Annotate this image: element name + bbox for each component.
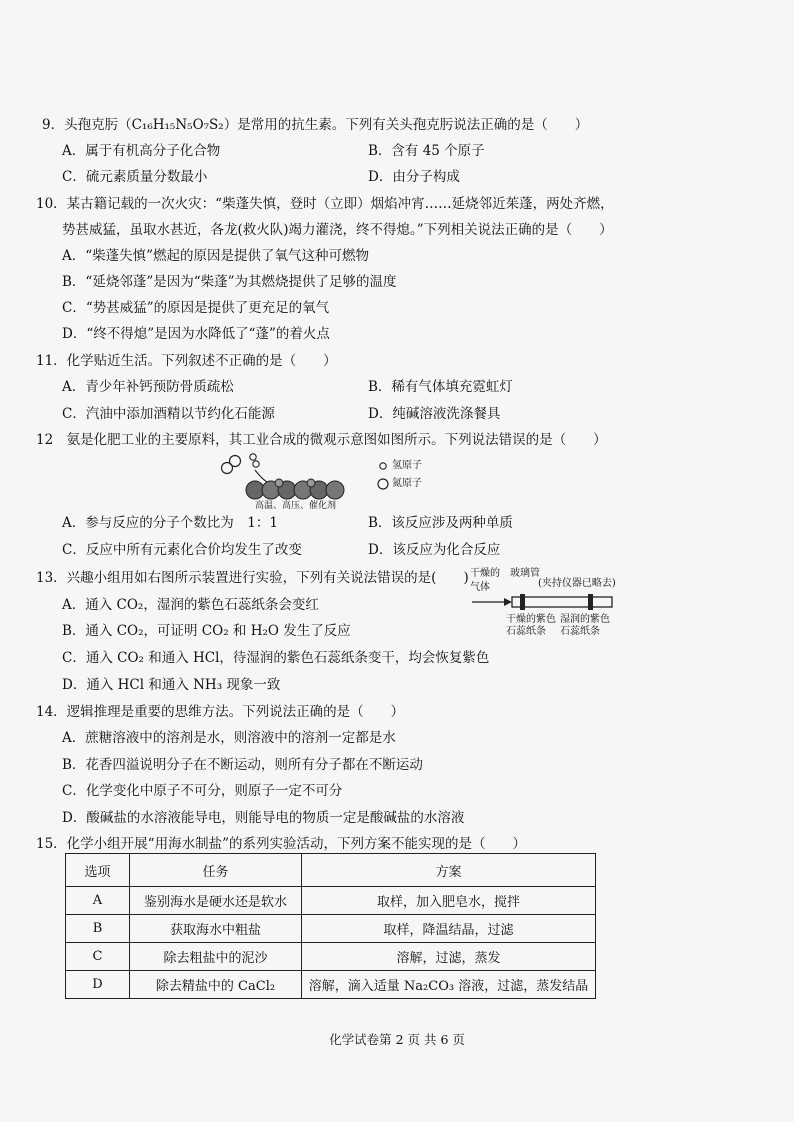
dry-strip-label-line2: 石蕊纸条 [506,626,546,637]
q15-stem: 15．化学小组开展“用海水制盐”的系列实验活动，下列方案不能实现的是（ ） [36,836,526,852]
q14-stem: 14．逻辑推理是重要的思维方法。下列说法正确的是（ ） [36,704,405,720]
legend-n-icon [378,479,388,489]
glass-tube-apparatus [470,588,620,616]
q11-option-d: D．纯碱溶液洗涤餐具 [368,406,501,422]
q13-stem: 13．兴趣小组用如右图所示装置进行实验，下列有关说法错误的是( ) [36,570,469,586]
h-atom [253,461,259,467]
q9-option-d: D．由分子构成 [368,169,460,185]
legend-n-label: 氮原子 [392,478,422,489]
legend-h-icon [380,463,386,469]
table-cell-task: 除去粗盐中的泥沙 [130,943,302,971]
q10-option-a: A．“柴蓬失慎”燃起的原因是提供了氧气这种可燃物 [62,248,370,264]
q14-option-c: C．化学变化中原子不可分，则原子一定不可分 [62,783,343,799]
table-header-option: 选项 [66,854,130,887]
q13-option-d: D．通入 HCl 和通入 NH₃ 现象一致 [62,677,281,693]
q10-stem-line1: 10．某古籍记载的一次火灾：“柴蓬失慎，登时（立即）烟焰冲宵……延烧邻近茱蓬，两处齐燃， [36,196,614,212]
table-row [66,943,596,971]
table-cell-plan: 取样，加入肥皂水，搅拌 [302,887,596,915]
q10-stem-line2: 势甚威猛，虽取水甚近，各龙(救火队)竭力灌浇，终不得熄。”下列相关说法正确的是（ ） [62,222,613,238]
q11-option-b: B．稀有气体填充霓虹灯 [368,379,513,395]
table-cell-task: 除去精盐中的 CaCl₂ [130,971,302,999]
table-row [66,915,596,943]
page-footer: 化学试卷第 2 页 共 6 页 [329,1032,465,1047]
q12-stem: 12 氨是化肥工业的主要原料，其工业合成的微观示意图如图所示。下列说法错误的是（ ） [36,432,607,448]
table-header-plan: 方案 [302,854,596,887]
arrow-icon [255,470,267,482]
q14-option-a: A．蔗糖溶液中的溶剂是水，则溶液中的溶剂一定都是水 [62,730,396,746]
q10-option-b: B．“延烧邻蓬”是因为“柴蓬”为其燃烧提供了足够的温度 [62,274,397,290]
table-header-row [66,854,596,887]
q9-option-b: B．含有 45 个原子 [368,143,485,159]
h2-molecule-atom [230,456,241,467]
table-cell-task: 鉴别海水是硬水还是软水 [130,887,302,915]
q10-option-c: C．“势甚威猛”的原因是提供了更充足的氧气 [62,300,330,316]
q13-option-a: A．通入 CO₂，湿润的紫色石蕊纸条会变红 [62,597,319,613]
legend-h-label: 氢原子 [392,460,422,471]
table-cell-option: B [66,915,130,943]
q12-option-b: B．该反应涉及两种单质 [368,515,513,531]
arrow-icon [504,598,512,606]
gas-label-line2: 气体 [470,582,490,593]
q9-stem: 9．头孢克肟（C₁₆H₁₅N₅O₇S₂）是常用的抗生素。下列有关头孢克肟说法正确的是（ ） [42,117,589,133]
gas-label-line1: 干燥的 [470,568,500,579]
q12-option-a: A．参与反应的分子个数比为 1：1 [62,515,278,531]
glass-tube [512,597,612,607]
table-header-task: 任务 [130,854,302,887]
q11-option-a: A．青少年补钙预防骨质疏松 [62,379,234,395]
q13-option-c: C．通入 CO₂ 和通入 HCl，待湿润的紫色石蕊纸条变干，均会恢复紫色 [62,650,490,666]
q12-option-c: C．反应中所有元素化合价均发生了改变 [62,542,302,558]
table-cell-plan: 取样，降温结晶，过滤 [302,915,596,943]
dry-litmus-strip [520,594,525,610]
table-cell-option: A [66,887,130,915]
reaction-condition-label: 高温、高压、催化剂 [255,501,337,511]
q9-option-c: C．硫元素质量分数最小 [62,169,208,185]
h-atom [250,454,256,460]
q9-option-a: A．属于有机高分子化合物 [62,143,221,159]
table-cell-option: D [66,971,130,999]
q15-scheme-table [65,853,596,999]
table-cell-task: 获取海水中粗盐 [130,915,302,943]
q12-option-d: D．该反应为化合反应 [368,542,501,558]
q13-option-b: B．通入 CO₂，可证明 CO₂ 和 H₂O 发生了反应 [62,623,351,639]
q14-option-b: B．花香四溢说明分子在不断运动，则所有分子都在不断运动 [62,757,423,773]
wet-litmus-strip [588,594,593,610]
table-cell-plan: 溶解，过滤，蒸发 [302,943,596,971]
holder-note: (夹持仪器已略去) [538,578,616,589]
wet-strip-label-line2: 石蕊纸条 [560,626,600,637]
q11-stem: 11．化学贴近生活。下列叙述不正确的是（ ） [36,353,337,369]
q10-option-d: D．“终不得熄”是因为水降低了“蓬”的着火点 [62,326,330,342]
tube-label: 玻璃管 [510,568,540,579]
catalyst-surface [246,479,344,499]
table-row [66,971,596,999]
dry-strip-label-line1: 干燥的紫色 [506,614,556,625]
table-cell-plan: 溶解，滴入适量 Na₂CO₃ 溶液，过滤，蒸发结晶 [302,971,596,999]
q14-option-d: D．酸碱盐的水溶液能导电，则能导电的物质一定是酸碱盐的水溶液 [62,810,465,826]
q11-option-c: C．汽油中添加酒精以节约化石能源 [62,406,275,422]
wet-strip-label-line1: 湿润的紫色 [560,614,610,625]
table-row [66,887,596,915]
table-cell-option: C [66,943,130,971]
